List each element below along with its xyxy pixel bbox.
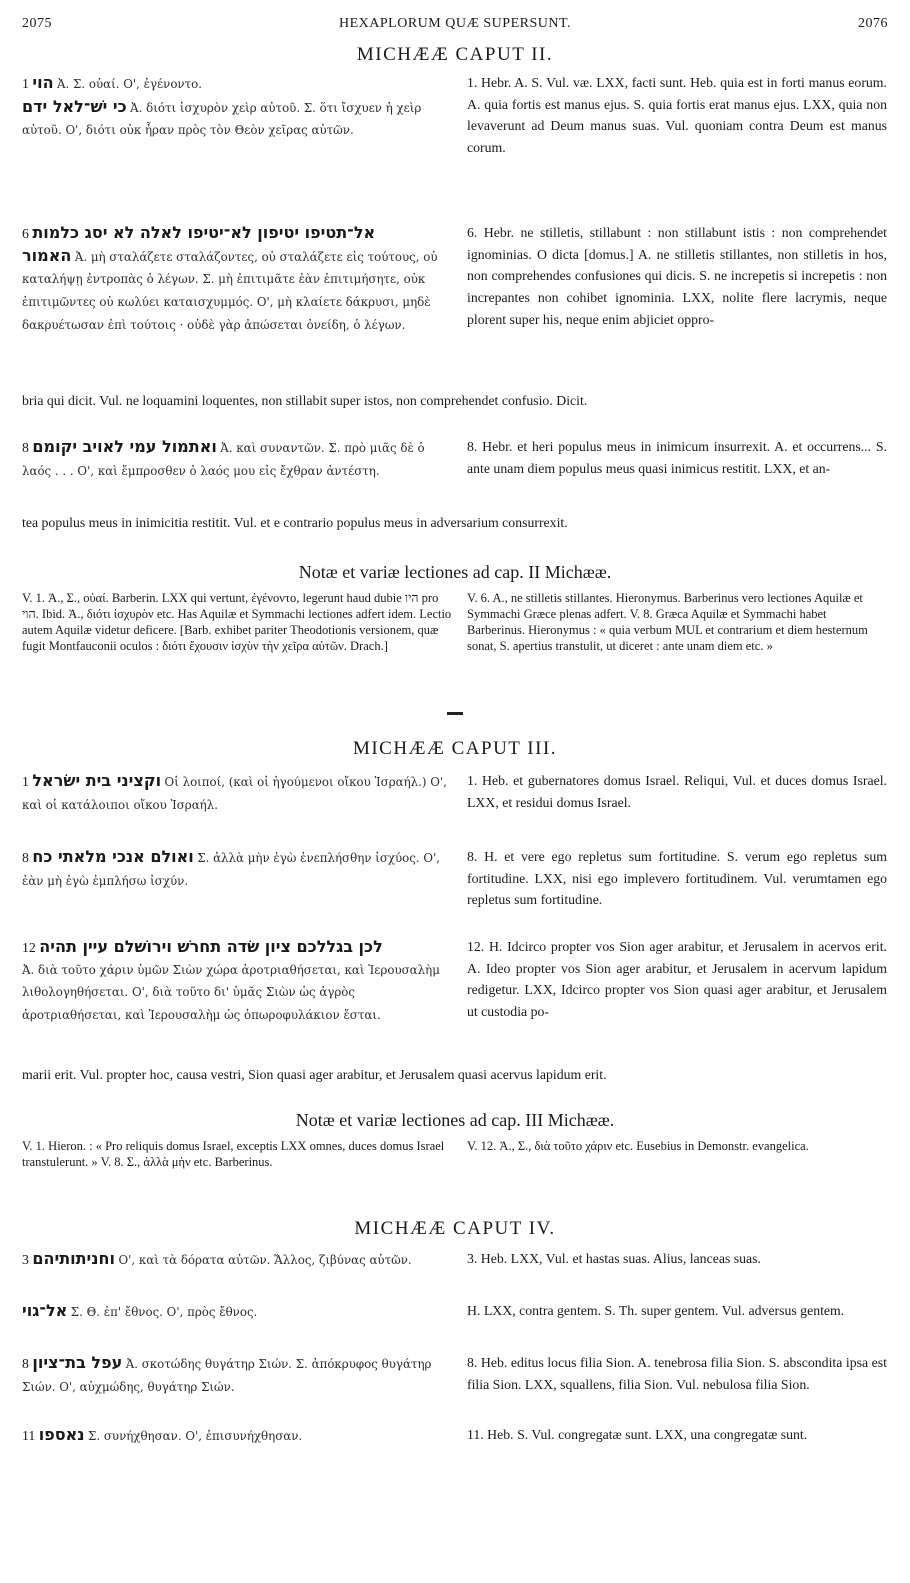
greek-readings: Ἀ. σκοτώδης θυγάτηρ Σιών. Σ. ἀπόκρυφος θυγάτηρ Σιών. Ο', αὐχμώδης, θυγάτηρ Σιών. xyxy=(22,1357,432,1394)
hebrew-lemma: נאספו xyxy=(38,1425,85,1444)
ch2-notes-title: Notæ et variæ lectiones ad cap. II Michææ. xyxy=(298,562,612,582)
ch4-v8-hexapla xyxy=(22,1352,455,1398)
verse-number: 1 xyxy=(22,76,58,91)
verse-number: 8 xyxy=(22,850,198,865)
verse-number: 8 xyxy=(22,440,221,455)
ch2-v8-latin: 8. Hebr. et heri populus meus in inimicum insurrexit. A. et occurrens... S. ante unam diem populus meus quasi inimicus restitit. LXX, et an- xyxy=(467,439,887,476)
hebrew-lemma: וחניתותיהם xyxy=(32,1249,115,1268)
ch2-v8-latin-continued: tea populus meus in inimicitia restitit. Vul. et e contrario populus meus in adversarium consurrexit. xyxy=(22,515,568,530)
ch3-v8-hexapla xyxy=(22,846,455,892)
chapter-4-title: MICHÆÆ CAPUT IV. xyxy=(354,1218,556,1239)
ch2-notes-left: V. 1. Ἀ., Σ., οὐαί. Barberin. LXX qui vertunt, ἐγένοντο, legerunt haud dubie היו pro הוי. Ibid. Ἀ., διότι ἰσχυρὸν etc. Has Aquilæ et Symmachi lectiones adfert idem. Lectio autem Aquilæ videtur deficere. [Barb. exhibet pariter Theodotionis versionem, quæ fugit Montfauconii oculos : διότι ἔχουσιν ἰσχὺν τὴν χεῖρα αὐτῶν. Drach.] xyxy=(22,591,452,653)
running-title: HEXAPLORUM QUÆ SUPERSUNT. xyxy=(339,16,571,31)
verse-number: 8 xyxy=(22,1356,126,1371)
ch3-notes-title: Notæ et variæ lectiones ad cap. III Michææ. xyxy=(295,1110,615,1130)
ch3-v12-hexapla xyxy=(22,936,455,1027)
greek-readings: Ἀ. διὰ τοῦτο χάριν ὑμῶν Σιὼν χώρα ἀροτριαθήσεται, καὶ Ἱερουσαλὴμ λιθολογηθήσεται. Ο', διὰ τοῦτο δι' ὑμᾶς Σιὼν ὡς ἀγρὸς ἀροτριαθήσεται, καὶ Ἱερουσαλὴμ ὡς ὀπωροφυλάκιον ἔσται. xyxy=(22,962,440,1023)
ch4-v8-latin: 8. Heb. editus locus filia Sion. A. tenebrosa filia Sion. S. abscondita ipsa est filia Sion. LXX, squallens, filia Sion. Vul. nebulosa filia Sion. xyxy=(467,1355,887,1392)
ch3-notes-left: V. 1. Hieron. : « Pro reliquis domus Israel, exceptis LXX omnes, duces domus Israel transtulerunt. » V. 8. Σ., ἀλλὰ μὴν etc. Barberinus. xyxy=(22,1139,445,1169)
ch4-v11-latin: 11. Heb. S. Vul. congregatæ sunt. LXX, una congregatæ sunt. xyxy=(467,1427,808,1442)
verse-number: 3 xyxy=(22,1252,119,1267)
section-divider xyxy=(447,712,463,715)
ch2-v1-hexapla xyxy=(22,72,455,142)
verse-number: 6 xyxy=(22,226,33,241)
left-page-number: 2075 xyxy=(22,16,52,31)
ch3-v12-latin: 12. H. Idcirco propter vos Sion ager arabitur, et Jerusalem in acervos erit. A. Ideo propter vos Sion ager arabitur, et Jerusalem in acervum lapidum redigetur. LXX, Idcirco propter vos Sion quasi ager arabitur, et Jerusalem ut custodia po- xyxy=(467,939,887,1020)
ch4-v3b-latin: H. LXX, contra gentem. S. Th. super gentem. Vul. adversus gentem. xyxy=(467,1303,845,1318)
chapter-3-title: MICHÆÆ CAPUT III. xyxy=(352,738,558,759)
greek-readings: Σ. Θ. ἐπ' ἔθνος. Ο', πρὸς ἔθνος. xyxy=(70,1305,258,1319)
ch2-v8-hexapla xyxy=(22,436,455,482)
greek-readings: Ἀ. διότι ἰσχυρὸν χεὶρ αὐτοῦ. Σ. ὅτι ἴσχυεν ἡ χεὶρ αὐτοῦ. Ο', διότι οὐκ ἦραν πρὸς τὸν Θεὸν χεῖρας αὐτῶν. xyxy=(22,100,422,138)
hebrew-lemma: כי ישׁ־לאל ידם xyxy=(22,96,127,116)
ch3-notes-right: V. 12. Ἀ., Σ., διὰ τοῦτο χάριν etc. Eusebius in Demonstr. evangelica. xyxy=(467,1139,809,1153)
ch3-v12-latin-continued: marii erit. Vul. propter hoc, causa vestri, Sion quasi ager arabitur, et Jerusalem quasi acervus lapidum erit. xyxy=(22,1067,607,1082)
ch4-v11-hexapla xyxy=(22,1424,455,1448)
hebrew-lemma: עפל בת־ציון xyxy=(32,1353,123,1372)
verse-number: 11 xyxy=(22,1428,88,1443)
greek-readings: Ἀ. μὴ σταλάζετε σταλάζοντες, οὐ σταλάζετε εἰς τούτους, οὐ καταλήψῃ ἐντροπὰς ὁ λέγων. Σ. μὴ ἐπιτιμᾶτε ἐὰν ἐπιτιμήσητε, οὐκ ἐπιτιμῶντες οὐ κωλύει καταισχυμμός. Ο', μὴ κλαίετε δάκρυσι, μηδὲ δακρυέτωσαν ἐπὶ τούτοις · οὐδὲ γὰρ ἀπώσεται ὀνείδη, ὁ λέγων. xyxy=(22,249,438,332)
ch4-v3b-hexapla xyxy=(22,1300,455,1324)
hebrew-lemma: וקציני בית ישׂראל xyxy=(32,771,162,790)
ch2-v6-latin-continued: bria qui dicit. Vul. ne loquamini loquentes, non stillabit super istos, non comprehendet confusio. Dicit. xyxy=(22,393,588,408)
hebrew-lemma: האמור xyxy=(22,245,72,265)
greek-readings: Ἀ. Σ. οὐαί. Ο', ἐγένοντο. xyxy=(57,77,202,91)
ch3-v1-latin: 1. Heb. et gubernatores domus Israel. Reliqui, Vul. et duces domus Israel. LXX, et residui domus Israel. xyxy=(467,773,887,810)
hebrew-lemma: ואולם אנכי מלאתי כח xyxy=(32,847,194,866)
hebrew-lemma: הוי xyxy=(32,73,54,92)
hebrew-lemma: ואתמול עמי לאויב יקומם xyxy=(32,437,217,456)
ch2-notes-right: V. 6. A., ne stilletis stillantes. Hieronymus. Barberinus vero lectiones Aquilæ et Symmachi Græce plenas adfert. V. 8. Græca Aquilæ et Symmachi habet Barberinus. Hieronymus : « quia verbum MUL et contrarium et diem hesternum sonat, S. apertius transtulit, ut diceret : ante unam diem etc. » xyxy=(467,591,868,653)
greek-readings: Ο', καὶ τὰ δόρατα αὐτῶν. Ἄλλος, ζιβύνας αὐτῶν. xyxy=(118,1253,412,1267)
ch4-v3-hexapla xyxy=(22,1248,455,1272)
verse-number: 1 xyxy=(22,774,165,789)
right-page-number: 2076 xyxy=(858,16,888,31)
verse-number: 12 xyxy=(22,940,40,955)
ch2-v1-latin: 1. Hebr. A. S. Vul. væ. LXX, facti sunt. Heb. quia est in forti manus eorum. A. quia fortis est manus ejus. S. quia fortis erat manus ejus. LXX, quia non levaverunt ad Deum manus suas. Vul. quoniam contra Deum est manus corum. xyxy=(467,75,887,156)
hebrew-lemma: אל־גוי xyxy=(22,1301,68,1320)
ch2-v6-hexapla xyxy=(22,222,455,337)
ch2-v6-latin: 6. Hebr. ne stilletis, stillabunt : non stillabunt istis : non comprehendet ignominias. O dicta [domus.] A. ne stilletis stillantes, non stilletis in hos, non comprehendes confusiones qui dicis. S. ne increpetis si increpetis : non increpantes non cohibet ignominia. LXX, nolite flere lacrymis, neque plorent super his, neque enim abjiciet oppro- xyxy=(467,225,887,327)
hebrew-lemma: לכן בגללכם ציון שׂדה תחרשׁ וירושׁלם עיין תהיה xyxy=(39,937,383,956)
greek-readings: Σ. ἀλλὰ μὴν ἐγὼ ἐνεπλήσθην ἰσχύος. Ο', ἐὰν μὴ ἐγὼ ἐμπλήσω ἰσχύν. xyxy=(22,851,441,888)
greek-readings: Σ. συνήχθησαν. Ο', ἐπισυνήχθησαν. xyxy=(88,1429,303,1443)
greek-readings: Ἀ. καὶ συναντῶν. Σ. πρὸ μιᾶς δὲ ὁ λαός . . . Ο', καὶ ἔμπροσθεν ὁ λαός μου εἰς ἔχθραν ἀντέστη. xyxy=(22,441,425,478)
ch3-v1-hexapla xyxy=(22,770,455,816)
ch3-v8-latin: 8. H. et vere ego repletus sum fortitudine. S. verum ego repletus sum fortitudine. LXX, nisi ego implevero fortitudinem. Vul. verumtamen ego repletus sum fortitudine. xyxy=(467,849,887,908)
hebrew-lemma: אל־תטיפו יטיפון לא־יטיפו לאלה לא יסג כלמות xyxy=(32,223,376,242)
chapter-2-title: MICHÆÆ CAPUT II. xyxy=(356,44,554,65)
running-header xyxy=(22,14,888,36)
greek-readings: Οἱ λοιποί, (καὶ οἱ ἡγούμενοι οἴκου Ἰσραήλ.) Ο', καὶ οἱ κατάλοιποι οἴκου Ἰσραήλ. xyxy=(22,775,447,812)
ch4-v3-latin: 3. Heb. LXX, Vul. et hastas suas. Alius, lanceas suas. xyxy=(467,1251,761,1266)
